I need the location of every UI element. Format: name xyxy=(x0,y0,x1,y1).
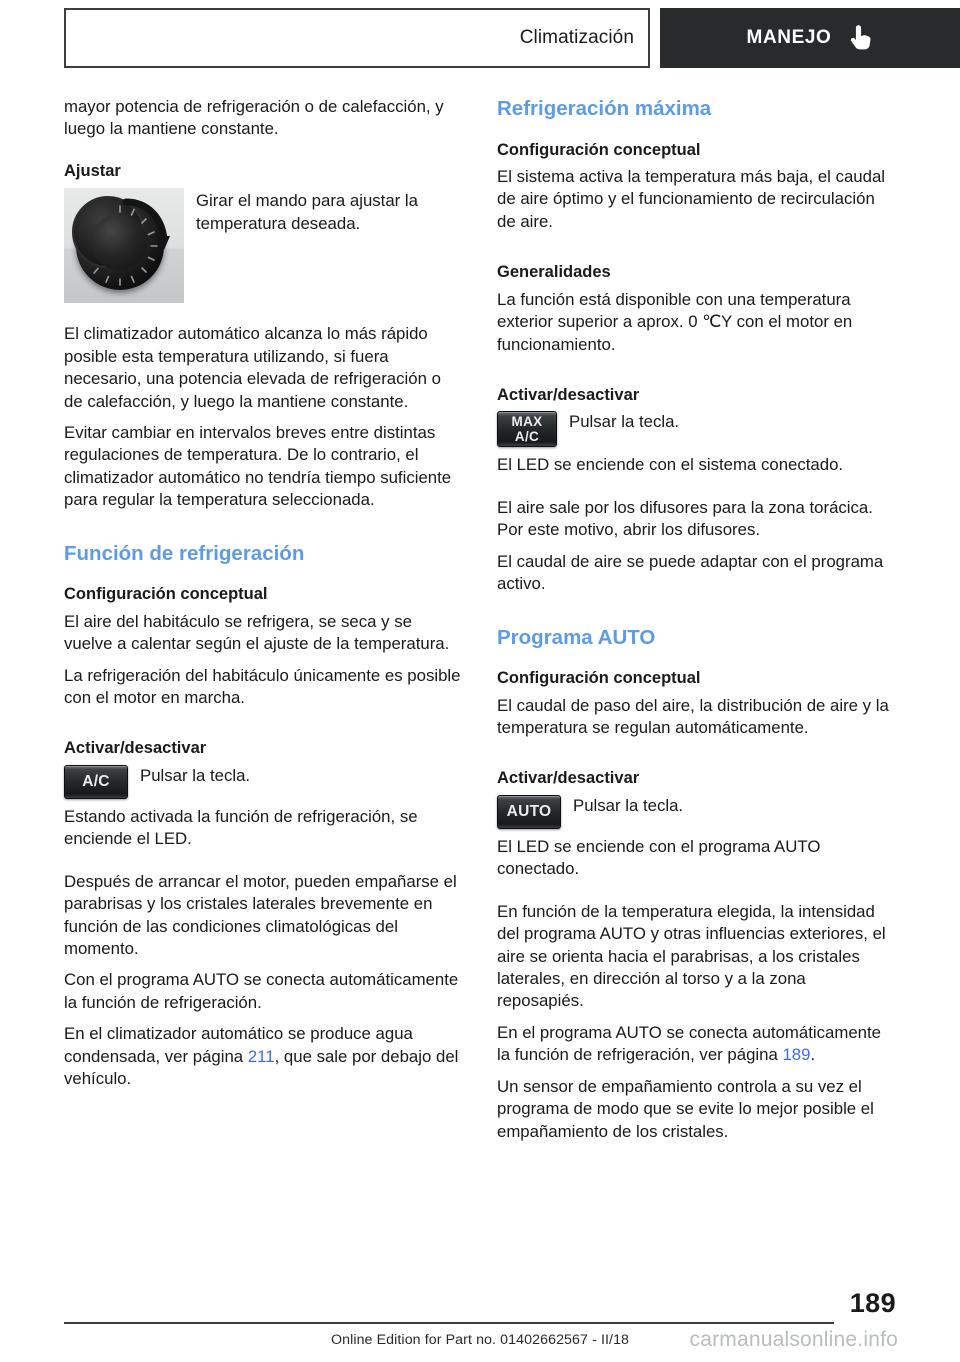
heading-activar-desactivar-auto: Activar/desactivar xyxy=(497,769,640,788)
auto-press-key-text: Pulsar la tecla. xyxy=(573,795,684,815)
ac-button-label: A/C xyxy=(82,772,110,790)
max-ac-led-text: El LED se enciende con el sistema conectado. xyxy=(497,455,844,475)
heading-generalidades: Generalidades xyxy=(497,263,611,282)
header-section-box xyxy=(660,8,960,68)
heading-configuracion-conceptual-right: Configuración conceptual xyxy=(497,140,701,159)
right-paragraph-2: El caudal de aire se puede adaptar con el programa activo. xyxy=(497,551,884,594)
auto-button-label: AUTO xyxy=(506,802,552,820)
auto-button-description xyxy=(573,795,896,817)
temperature-control-knob-photo xyxy=(64,188,184,303)
heading-configuracion-conceptual-auto: Configuración conceptual xyxy=(497,669,701,688)
paragraph-5 xyxy=(64,1023,463,1090)
header-section-label: MANEJO xyxy=(746,27,832,48)
paragraph-1: El climatizador automático alcanza lo más rápido posible esta temperatura utilizando, si fuera necesario, una potencia elevada de refrigeración o de calefacción, y luego la mantiene constante. xyxy=(64,324,441,411)
auto-button-row xyxy=(497,795,896,829)
ac-press-key-text: Pulsar la tecla. xyxy=(140,765,251,785)
config-paragraph-1: El aire del habitáculo se refrigera, se seca y se vuelve a calentar según el ajuste de la temperatura. xyxy=(64,611,450,654)
header-chapter-label: Climatización xyxy=(519,27,634,48)
auto-led-text: El LED se enciende con el programa AUTO conectado. xyxy=(497,836,821,879)
section-title-programa-auto: Programa AUTO xyxy=(497,625,656,649)
page-reference-189[interactable]: 189 xyxy=(782,1045,811,1065)
pointing-hand-icon xyxy=(847,23,873,53)
right-paragraph-5: Un sensor de empañamiento controla a su vez el programa de modo que se evite lo mejor posible el empañamiento de los cristales. xyxy=(497,1076,874,1141)
max-ac-button-label-line2: A/C xyxy=(514,429,540,445)
right-paragraph-4 xyxy=(497,1022,896,1067)
knob-figure-row xyxy=(64,188,463,303)
ac-button-description xyxy=(140,765,463,787)
edition-line: Online Edition for Part no. 01402662567 - II/18 xyxy=(330,1332,630,1348)
max-ac-button[interactable] xyxy=(497,411,557,447)
watermark-text: carmanualsonline.info xyxy=(689,1328,898,1351)
page-content xyxy=(64,96,896,1152)
right-paragraph-3: En función de la temperatura elegida, la intensidad del programa AUTO y otras influencias exteriores, el aire se orienta hacia el parabrisas, a los cristales laterales, en dirección al torso y a la zona reposapiés. xyxy=(497,901,886,1011)
ac-button-row xyxy=(64,765,463,799)
paragraph-5-after: , que sale por debajo del vehículo. xyxy=(64,1046,459,1089)
heading-activar-desactivar-max: Activar/desactivar xyxy=(497,386,640,405)
header-chapter-box xyxy=(64,8,650,68)
max-ac-button-row xyxy=(497,411,896,447)
right-paragraph-4-before: En el programa AUTO se conecta automáticamente la función de refrigeración, ver página xyxy=(497,1022,881,1065)
right-config-paragraph: El sistema activa la temperatura más baja, el caudal de aire óptimo y el funcionamiento de recirculación de aire. xyxy=(497,167,886,231)
heading-configuracion-conceptual: Configuración conceptual xyxy=(64,585,268,604)
auto-config-paragraph: El caudal de paso del aire, la distribución de aire y la temperatura se regulan automáticamente. xyxy=(497,695,889,738)
page-header xyxy=(64,8,960,68)
footer-divider xyxy=(64,1322,834,1324)
ac-button[interactable] xyxy=(64,765,128,799)
section-title-refrigeracion-maxima: Refrigeración máxima xyxy=(497,97,712,120)
right-paragraph-1: El aire sale por los difusores para la zona torácica. Por este motivo, abrir los difusores. xyxy=(497,497,873,540)
paragraph-5-before: En el climatizador automático se produce agua condensada, ver página xyxy=(64,1024,413,1066)
general-paragraph: La función está disponible con una temperatura exterior superior a aprox. 0 ℃Y con el motor en funcionamiento. xyxy=(497,289,853,354)
right-paragraph-4-after: . xyxy=(810,1045,816,1065)
max-ac-button-label-line1: MAX xyxy=(511,414,543,430)
paragraph-3: Después de arrancar el motor, pueden empañarse el parabrisas y los cristales laterales brevemente en función de las condiciones climatológicas del momento. xyxy=(64,871,457,958)
intro-paragraph: mayor potencia de refrigeración o de calefacción, y luego la mantiene constante. xyxy=(64,97,444,139)
heading-activar-desactivar: Activar/desactivar xyxy=(64,739,207,758)
heading-ajustar: Ajustar xyxy=(64,161,121,180)
paragraph-4: Con el programa AUTO se conecta automáticamente la función de refrigeración. xyxy=(64,970,459,1012)
section-title-funcion-refrigeracion: Función de refrigeración xyxy=(64,541,305,565)
page-number: 189 xyxy=(849,1288,896,1318)
max-ac-button-description xyxy=(569,411,896,433)
page-reference-211[interactable]: 211 xyxy=(247,1046,275,1066)
left-column xyxy=(64,96,463,1152)
ac-led-text: Estando activada la función de refrigeración, se enciende el LED. xyxy=(64,806,418,849)
knob-figure-caption: Girar el mando para ajustar la temperatura deseada. xyxy=(196,191,418,233)
page-footer xyxy=(64,1288,896,1362)
auto-button[interactable] xyxy=(497,795,561,829)
right-column xyxy=(497,96,896,1152)
config-paragraph-2: La refrigeración del habitáculo únicamente es posible con el motor en marcha. xyxy=(64,665,461,707)
paragraph-2: Evitar cambiar en intervalos breves entre distintas regulaciones de temperatura. De lo contrario, el climatizador automático no tendría tiempo suficiente para regular la temperatura seleccionada. xyxy=(64,422,452,510)
max-ac-press-key-text: Pulsar la tecla. xyxy=(569,412,680,432)
